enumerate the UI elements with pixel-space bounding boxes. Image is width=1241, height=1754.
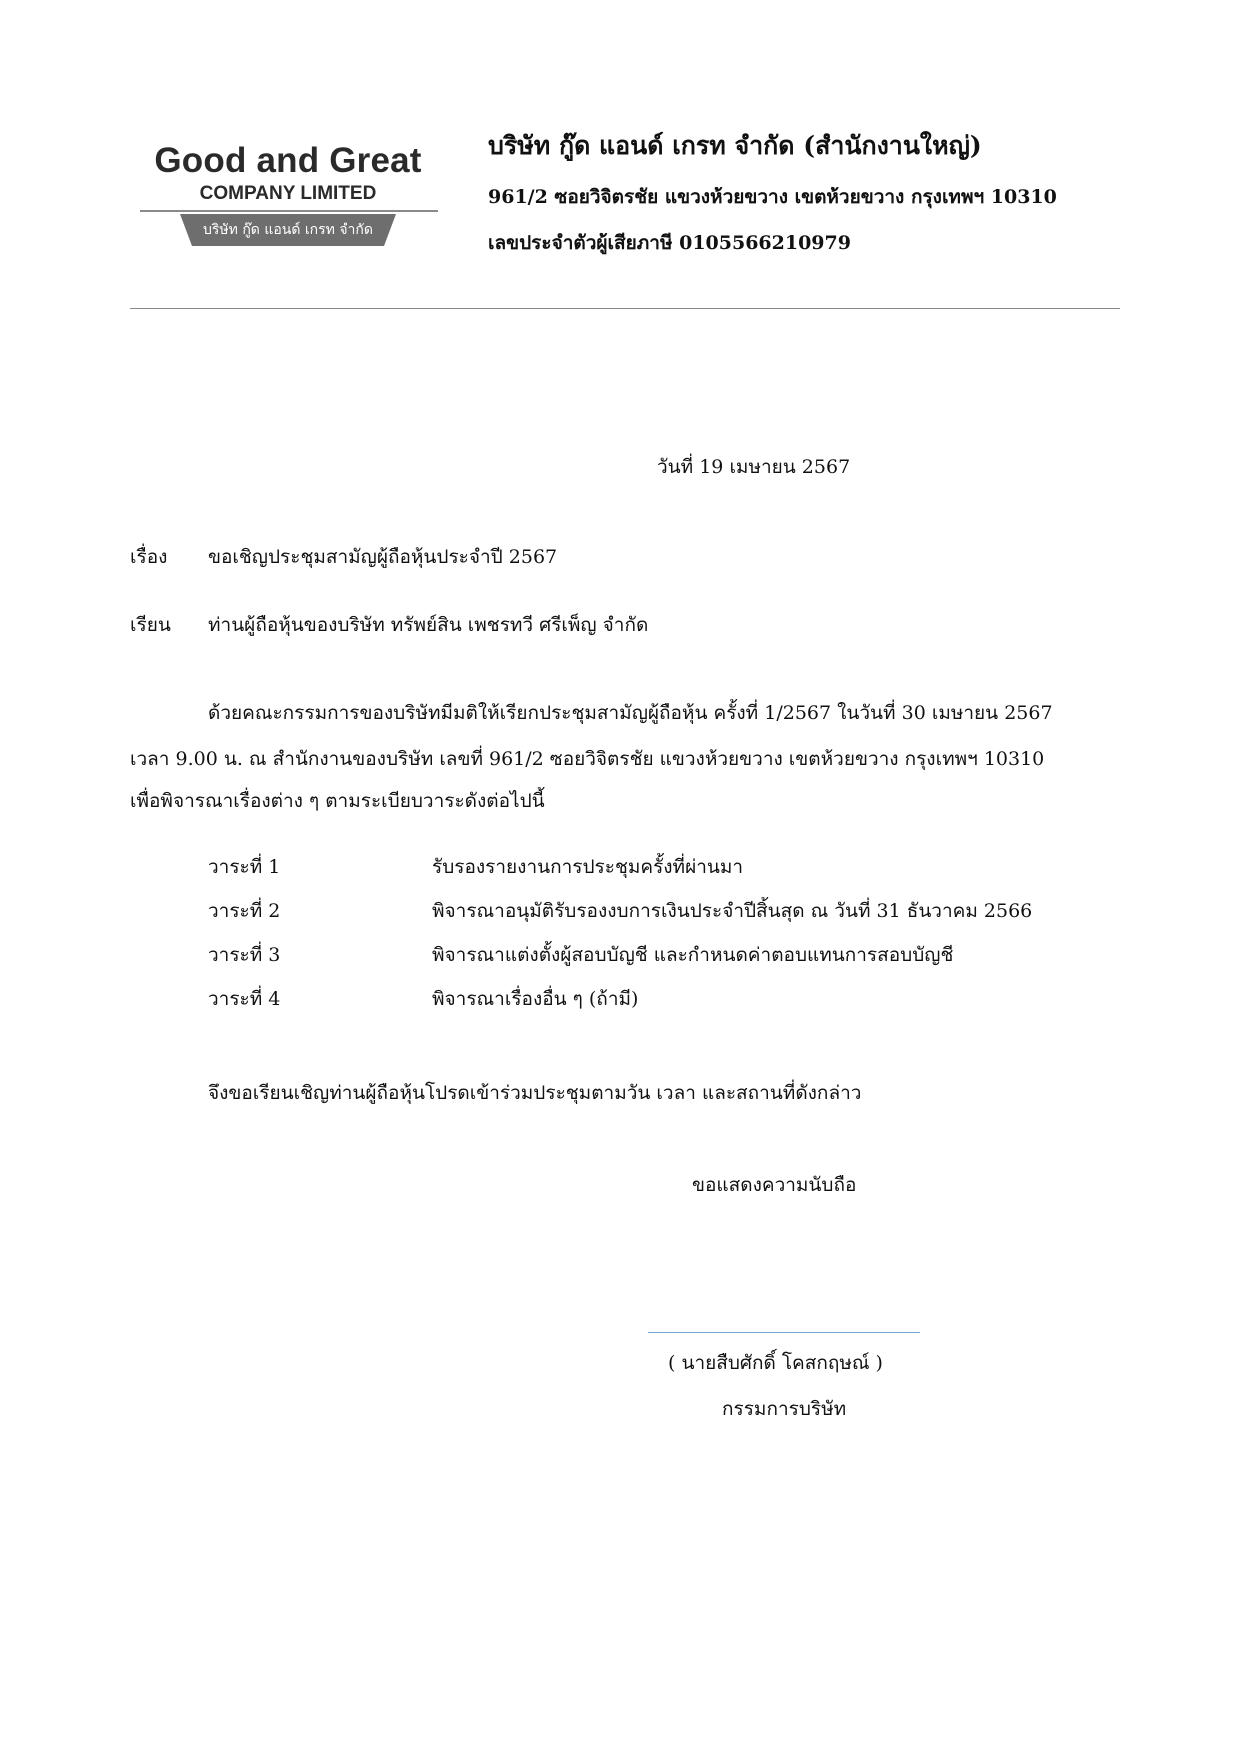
signature-line — [648, 1332, 920, 1333]
agenda-item-2-text: พิจารณาอนุมัติรับรองงบการเงินประจำปีสิ้นสุด ณ วันที่ 31 ธันวาคม 2566 — [432, 900, 1033, 922]
letter-date: วันที่ 19 เมษายน 2567 — [657, 456, 851, 478]
company-name: บริษัท กู๊ด แอนด์ เกรท จำกัด (สำนักงานใหญ่) — [488, 131, 982, 160]
subject-text: ขอเชิญประชุมสามัญผู้ถือหุ้นประจำปี 2567 — [208, 546, 558, 568]
body-line-3: เพื่อพิจารณาเรื่องต่าง ๆ ตามระเบียบวาระดังต่อไปนี้ — [130, 790, 545, 812]
logo-main-text: Good and Great — [154, 141, 422, 180]
logo-divider — [140, 210, 438, 212]
tax-id: เลขประจำตัวผู้เสียภาษี 0105566210979 — [488, 232, 851, 254]
agenda-item-1-label: วาระที่ 1 — [208, 856, 281, 878]
subject-label: เรื่อง — [130, 546, 168, 568]
body-line-1: ด้วยคณะกรรมการของบริษัทมีมติให้เรียกประชุมสามัญผู้ถือหุ้น ครั้งที่ 1/2567 ในวันที่ 30 เมษายน 2567 — [208, 702, 1053, 724]
signer-title: กรรมการบริษัท — [722, 1398, 847, 1420]
logo-badge — [180, 214, 396, 246]
recipient-text: ท่านผู้ถือหุ้นของบริษัท ทรัพย์สิน เพชรทวี ศรีเพ็ญ จำกัด — [208, 614, 649, 636]
signer-name: ( นายสืบศักดิ์ โคสกฤษณ์ ) — [668, 1352, 883, 1374]
company-address: 961/2 ซอยวิจิตรชัย แขวงห้วยขวาง เขตห้วยขวาง กรุงเทพฯ 10310 — [488, 186, 1057, 208]
company-logo — [138, 140, 438, 252]
agenda-item-4-label: วาระที่ 4 — [208, 988, 281, 1010]
agenda-item-3-label: วาระที่ 3 — [208, 944, 281, 966]
agenda-item-3-text: พิจารณาแต่งตั้งผู้สอบบัญชี และกำหนดค่าตอบแทนการสอบบัญชี — [432, 944, 954, 966]
agenda-item-1-text: รับรองรายงานการประชุมครั้งที่ผ่านมา — [432, 856, 744, 878]
agenda-item-4-text: พิจารณาเรื่องอื่น ๆ (ถ้ามี) — [432, 988, 639, 1010]
closing-paragraph: จึงขอเรียนเชิญท่านผู้ถือหุ้นโปรดเข้าร่วมประชุมตามวัน เวลา และสถานที่ดังกล่าว — [208, 1082, 862, 1104]
logo-sub-text: COMPANY LIMITED — [199, 183, 377, 204]
body-line-2: เวลา 9.00 น. ณ สำนักงานของบริษัท เลขที่ 961/2 ซอยวิจิตรชัย แขวงห้วยขวาง เขตห้วยขวาง กรุงเทพฯ 10310 — [130, 748, 1045, 770]
recipient-label: เรียน — [130, 614, 171, 636]
agenda-item-2-label: วาระที่ 2 — [208, 900, 281, 922]
logo-badge-text: บริษัท กู๊ด แอนด์ เกรท จำกัด — [203, 222, 373, 238]
regards-text: ขอแสดงความนับถือ — [692, 1174, 857, 1196]
header-divider — [130, 308, 1120, 309]
